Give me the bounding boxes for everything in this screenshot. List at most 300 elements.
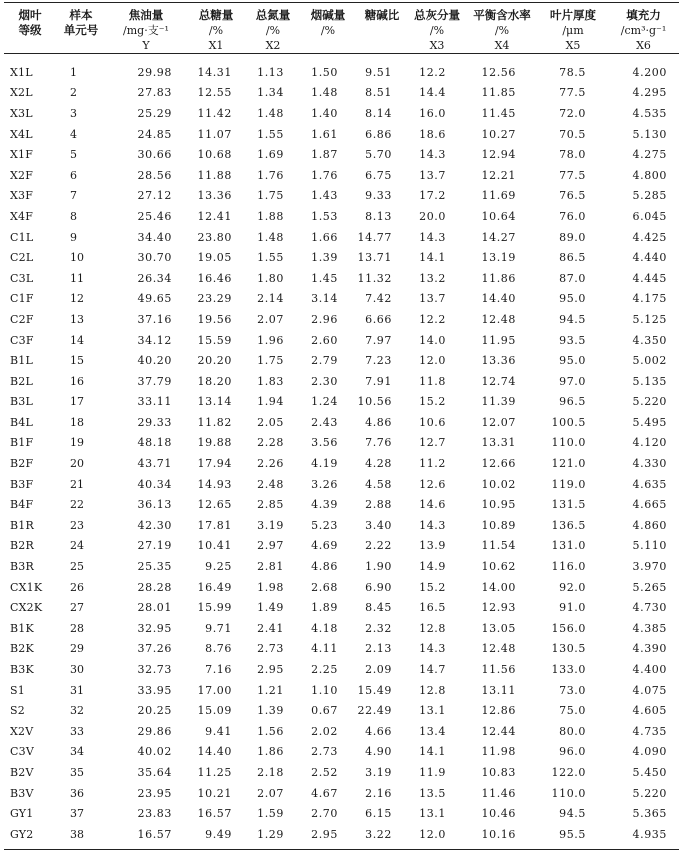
table-row	[4, 392, 679, 413]
cell-leaf-thickness: 95.0	[559, 354, 586, 368]
cell-grade: B3V	[10, 786, 34, 800]
cell-equilibrium-moisture: 12.21	[481, 168, 516, 182]
table-row	[4, 144, 679, 165]
cell-leaf-thickness: 110.0	[551, 786, 586, 800]
cell-tar: 33.11	[137, 395, 172, 409]
header-total-ash: 总灰分量 /% X3	[408, 3, 466, 54]
cell-total-ash: 14.3	[419, 518, 446, 532]
table-row	[4, 659, 679, 680]
cell-leaf-thickness: 131.0	[551, 539, 586, 553]
cell-nicotine: 1.66	[311, 230, 338, 244]
cell-leaf-thickness: 75.0	[559, 704, 586, 718]
table-row	[4, 597, 679, 618]
table-row	[4, 268, 679, 289]
cell-grade: B1F	[10, 436, 34, 450]
cell-leaf-thickness: 87.0	[559, 271, 586, 285]
cell-total-sugar: 9.71	[205, 621, 232, 635]
cell-filling-power: 5.285	[632, 189, 667, 203]
table-row	[4, 474, 679, 495]
cell-grade: C2F	[10, 312, 34, 326]
cell-grade: C1L	[10, 230, 34, 244]
cell-nicotine: 1.39	[311, 251, 338, 265]
cell-sugar-nicotine-ratio: 3.19	[365, 765, 392, 779]
cell-equilibrium-moisture: 10.95	[481, 498, 516, 512]
cell-sample-id: 32	[70, 704, 84, 718]
cell-tar: 25.29	[137, 106, 172, 120]
cell-nicotine: 1.24	[311, 395, 338, 409]
cell-equilibrium-moisture: 13.31	[481, 436, 516, 450]
cell-filling-power: 5.110	[632, 539, 667, 553]
cell-total-sugar: 14.93	[197, 477, 232, 491]
table-row	[4, 247, 679, 268]
cell-sample-id: 28	[70, 621, 84, 635]
cell-nicotine: 1.76	[311, 168, 338, 182]
cell-total-sugar: 16.49	[197, 580, 232, 594]
cell-total-sugar: 12.55	[197, 86, 232, 100]
cell-total-nitrogen: 2.28	[257, 436, 284, 450]
cell-total-nitrogen: 1.59	[257, 807, 284, 821]
cell-sample-id: 5	[70, 148, 77, 162]
cell-sugar-nicotine-ratio: 2.09	[365, 663, 392, 677]
cell-nicotine: 2.30	[311, 374, 338, 388]
cell-total-nitrogen: 1.21	[257, 683, 284, 697]
cell-sugar-nicotine-ratio: 7.23	[365, 354, 392, 368]
cell-nicotine: 1.43	[311, 189, 338, 203]
cell-total-sugar: 15.59	[197, 333, 232, 347]
cell-tar: 27.19	[137, 539, 172, 553]
cell-sample-id: 16	[70, 374, 84, 388]
cell-leaf-thickness: 91.0	[559, 601, 586, 615]
cell-tar: 24.85	[137, 127, 172, 141]
cell-total-sugar: 10.21	[197, 786, 232, 800]
cell-tar: 36.13	[137, 498, 172, 512]
cell-sugar-nicotine-ratio: 8.13	[365, 209, 392, 223]
cell-total-ash: 20.0	[419, 209, 446, 223]
cell-equilibrium-moisture: 11.56	[481, 663, 516, 677]
header-total-nitrogen: 总氮量 /% X2	[246, 3, 300, 54]
cell-leaf-thickness: 70.5	[559, 127, 586, 141]
cell-equilibrium-moisture: 10.62	[481, 560, 516, 574]
cell-nicotine: 1.40	[311, 106, 338, 120]
cell-total-ash: 12.6	[419, 477, 446, 491]
cell-total-ash: 14.3	[419, 230, 446, 244]
cell-grade: GY1	[10, 807, 34, 821]
table-row	[4, 783, 679, 804]
cell-total-nitrogen: 2.85	[257, 498, 284, 512]
cell-filling-power: 4.275	[632, 148, 667, 162]
cell-leaf-thickness: 73.0	[559, 683, 586, 697]
table-row	[4, 186, 679, 207]
cell-leaf-thickness: 95.5	[538, 824, 608, 849]
cell-grade: B2F	[10, 457, 34, 471]
cell-total-nitrogen: 3.19	[257, 518, 284, 532]
cell-leaf-thickness: 78.0	[559, 148, 586, 162]
cell-leaf-thickness: 86.5	[559, 251, 586, 265]
cell-leaf-thickness: 76.0	[559, 209, 586, 223]
cell-total-ash: 12.2	[419, 312, 446, 326]
cell-total-nitrogen: 1.48	[257, 230, 284, 244]
table-row	[4, 639, 679, 660]
cell-sugar-nicotine-ratio: 8.14	[365, 106, 392, 120]
cell-total-nitrogen: 2.14	[257, 292, 284, 306]
cell-sugar-nicotine-ratio: 9.51	[365, 65, 392, 79]
cell-equilibrium-moisture: 11.54	[481, 539, 516, 553]
cell-total-ash: 12.8	[419, 621, 446, 635]
table-row	[4, 803, 679, 824]
cell-tar: 33.95	[137, 683, 172, 697]
cell-total-nitrogen: 1.69	[257, 148, 284, 162]
cell-grade: X3L	[10, 106, 33, 120]
cell-total-ash: 15.2	[419, 395, 446, 409]
cell-grade: X2L	[10, 86, 33, 100]
cell-total-sugar: 14.31	[197, 65, 232, 79]
cell-total-sugar: 15.09	[197, 704, 232, 718]
cell-total-nitrogen: 1.56	[257, 724, 284, 738]
cell-filling-power: 5.265	[632, 580, 667, 594]
table-row	[4, 350, 679, 371]
cell-leaf-thickness: 100.5	[551, 415, 586, 429]
cell-leaf-thickness: 93.5	[559, 333, 586, 347]
cell-equilibrium-moisture: 11.46	[481, 786, 516, 800]
cell-grade: C3L	[10, 271, 34, 285]
cell-filling-power: 4.350	[632, 333, 667, 347]
cell-sugar-nicotine-ratio: 15.49	[357, 683, 392, 697]
cell-total-nitrogen: 2.97	[257, 539, 284, 553]
cell-tar: 40.02	[137, 745, 172, 759]
cell-sample-id: 2	[70, 86, 77, 100]
cell-total-nitrogen: 2.81	[257, 560, 284, 574]
cell-tar: 20.25	[137, 704, 172, 718]
cell-equilibrium-moisture: 12.07	[481, 415, 516, 429]
cell-filling-power: 4.075	[632, 683, 667, 697]
cell-leaf-thickness: 72.0	[559, 106, 586, 120]
cell-total-ash: 14.3	[419, 642, 446, 656]
cell-total-sugar: 9.41	[205, 724, 232, 738]
cell-filling-power: 5.135	[632, 374, 667, 388]
table-row	[4, 54, 679, 83]
cell-grade: X4F	[10, 209, 34, 223]
cell-leaf-thickness: 121.0	[551, 457, 586, 471]
cell-equilibrium-moisture: 13.19	[481, 251, 516, 265]
cell-leaf-thickness: 130.5	[551, 642, 586, 656]
table-header	[4, 3, 679, 54]
cell-equilibrium-moisture: 12.48	[481, 642, 516, 656]
cell-equilibrium-moisture: 14.40	[481, 292, 516, 306]
cell-total-nitrogen: 1.96	[257, 333, 284, 347]
table-row	[4, 330, 679, 351]
cell-sugar-nicotine-ratio: 2.13	[365, 642, 392, 656]
cell-grade: B4L	[10, 415, 33, 429]
cell-equilibrium-moisture: 12.74	[481, 374, 516, 388]
cell-grade: B2K	[10, 642, 34, 656]
cell-sample-id: 7	[70, 189, 77, 203]
cell-grade: B2R	[10, 539, 34, 553]
cell-leaf-thickness: 116.0	[551, 560, 586, 574]
cell-tar: 37.79	[137, 374, 172, 388]
cell-nicotine: 1.61	[311, 127, 338, 141]
cell-sugar-nicotine-ratio: 7.97	[365, 333, 392, 347]
cell-leaf-thickness: 96.5	[559, 395, 586, 409]
cell-total-ash: 12.8	[419, 683, 446, 697]
cell-total-nitrogen: 1.29	[246, 824, 300, 849]
data-table	[4, 2, 679, 850]
table-row	[4, 577, 679, 598]
cell-tar: 27.83	[137, 86, 172, 100]
cell-total-nitrogen: 2.07	[257, 786, 284, 800]
cell-sugar-nicotine-ratio: 4.86	[365, 415, 392, 429]
cell-filling-power: 4.665	[632, 498, 667, 512]
cell-total-nitrogen: 1.55	[257, 251, 284, 265]
table-row	[4, 371, 679, 392]
cell-grade: X2V	[10, 724, 34, 738]
cell-sample-id: 10	[70, 251, 84, 265]
cell-equilibrium-moisture: 12.44	[481, 724, 516, 738]
cell-total-nitrogen: 2.07	[257, 312, 284, 326]
table-row	[4, 289, 679, 310]
cell-total-sugar: 11.82	[197, 415, 232, 429]
cell-sample-id: 34	[70, 745, 84, 759]
table-row	[4, 515, 679, 536]
cell-tar: 32.95	[137, 621, 172, 635]
cell-total-ash: 12.0	[419, 354, 446, 368]
cell-grade: B1K	[10, 621, 34, 635]
cell-total-sugar: 14.40	[197, 745, 232, 759]
table-row	[4, 618, 679, 639]
cell-nicotine: 1.53	[311, 209, 338, 223]
cell-total-ash: 11.8	[419, 374, 446, 388]
cell-total-ash: 13.1	[419, 704, 446, 718]
cell-total-nitrogen: 1.49	[257, 601, 284, 615]
table-row	[4, 124, 679, 145]
cell-total-nitrogen: 1.86	[257, 745, 284, 759]
cell-total-ash: 13.4	[419, 724, 446, 738]
cell-total-sugar: 23.80	[197, 230, 232, 244]
cell-total-ash: 13.5	[419, 786, 446, 800]
cell-sample-id: 11	[70, 271, 84, 285]
cell-nicotine: 2.43	[311, 415, 338, 429]
cell-tar: 37.16	[137, 312, 172, 326]
cell-total-ash: 14.9	[419, 560, 446, 574]
cell-leaf-thickness: 77.5	[559, 168, 586, 182]
cell-tar: 23.83	[137, 807, 172, 821]
cell-sugar-nicotine-ratio: 4.28	[365, 457, 392, 471]
cell-sugar-nicotine-ratio: 6.90	[365, 580, 392, 594]
table-row	[4, 680, 679, 701]
table-row	[4, 103, 679, 124]
cell-total-sugar: 10.68	[197, 148, 232, 162]
cell-sample-id: 27	[70, 601, 84, 615]
cell-tar: 29.98	[137, 65, 172, 79]
cell-total-ash: 12.2	[419, 65, 446, 79]
cell-total-ash: 14.7	[419, 663, 446, 677]
cell-grade: GY2	[4, 824, 56, 849]
cell-sample-id: 4	[70, 127, 77, 141]
cell-tar: 34.40	[137, 230, 172, 244]
cell-grade: B1R	[10, 518, 34, 532]
cell-filling-power: 4.935	[608, 824, 679, 849]
cell-sample-id: 30	[70, 663, 84, 677]
cell-filling-power: 4.385	[632, 621, 667, 635]
cell-grade: B2V	[10, 765, 34, 779]
cell-equilibrium-moisture: 10.27	[481, 127, 516, 141]
cell-sample-id: 21	[70, 477, 84, 491]
cell-sample-id: 26	[70, 580, 84, 594]
cell-equilibrium-moisture: 13.36	[481, 354, 516, 368]
cell-sugar-nicotine-ratio: 14.77	[357, 230, 392, 244]
cell-equilibrium-moisture: 10.16	[466, 824, 538, 849]
cell-nicotine: 2.73	[311, 745, 338, 759]
cell-total-nitrogen: 2.95	[257, 663, 284, 677]
cell-sample-id: 19	[70, 436, 84, 450]
cell-grade: S2	[10, 704, 25, 718]
cell-total-ash: 12.7	[419, 436, 446, 450]
cell-sugar-nicotine-ratio: 10.56	[357, 395, 392, 409]
cell-filling-power: 4.425	[632, 230, 667, 244]
cell-total-sugar: 23.29	[197, 292, 232, 306]
cell-equilibrium-moisture: 12.48	[481, 312, 516, 326]
cell-filling-power: 4.800	[632, 168, 667, 182]
cell-total-sugar: 19.88	[197, 436, 232, 450]
cell-total-sugar: 16.57	[197, 807, 232, 821]
cell-total-sugar: 13.14	[197, 395, 232, 409]
cell-tar: 29.86	[137, 724, 172, 738]
cell-sample-id: 3	[70, 106, 77, 120]
cell-nicotine: 3.56	[311, 436, 338, 450]
cell-grade: X2F	[10, 168, 34, 182]
cell-tar: 25.35	[137, 560, 172, 574]
cell-nicotine: 2.02	[311, 724, 338, 738]
cell-sample-id: 29	[70, 642, 84, 656]
cell-leaf-thickness: 92.0	[559, 580, 586, 594]
cell-total-nitrogen: 2.41	[257, 621, 284, 635]
cell-tar: 28.28	[137, 580, 172, 594]
cell-equilibrium-moisture: 13.05	[481, 621, 516, 635]
cell-leaf-thickness: 95.0	[559, 292, 586, 306]
cell-total-sugar: 9.25	[205, 560, 232, 574]
cell-total-ash: 13.1	[419, 807, 446, 821]
cell-equilibrium-moisture: 13.11	[481, 683, 516, 697]
cell-total-ash: 15.2	[419, 580, 446, 594]
cell-grade: C2L	[10, 251, 34, 265]
cell-grade: B3L	[10, 395, 33, 409]
table-row	[4, 453, 679, 474]
table-row	[4, 762, 679, 783]
table-row	[4, 206, 679, 227]
cell-total-sugar: 16.46	[197, 271, 232, 285]
cell-total-sugar: 18.20	[197, 374, 232, 388]
cell-nicotine: 1.48	[311, 86, 338, 100]
cell-filling-power: 4.860	[632, 518, 667, 532]
cell-filling-power: 4.400	[632, 663, 667, 677]
cell-sugar-nicotine-ratio: 9.33	[365, 189, 392, 203]
table-row	[4, 227, 679, 248]
cell-filling-power: 5.450	[632, 765, 667, 779]
cell-nicotine: 1.87	[311, 148, 338, 162]
cell-filling-power: 4.440	[632, 251, 667, 265]
cell-total-ash: 14.1	[419, 251, 446, 265]
cell-nicotine: 4.69	[311, 539, 338, 553]
cell-sugar-nicotine-ratio: 8.45	[365, 601, 392, 615]
cell-total-nitrogen: 2.48	[257, 477, 284, 491]
cell-tar: 23.95	[137, 786, 172, 800]
table-row	[4, 700, 679, 721]
cell-sample-id: 20	[70, 457, 84, 471]
cell-sugar-nicotine-ratio: 2.16	[365, 786, 392, 800]
cell-total-ash: 17.2	[419, 189, 446, 203]
cell-nicotine: 2.70	[311, 807, 338, 821]
cell-tar: 26.34	[137, 271, 172, 285]
cell-leaf-thickness: 89.0	[559, 230, 586, 244]
cell-sample-id: 23	[70, 518, 84, 532]
cell-filling-power: 4.730	[632, 601, 667, 615]
cell-sugar-nicotine-ratio: 6.75	[365, 168, 392, 182]
cell-total-sugar: 15.99	[197, 601, 232, 615]
cell-sample-id: 8	[70, 209, 77, 223]
cell-nicotine: 1.89	[311, 601, 338, 615]
cell-total-nitrogen: 1.55	[257, 127, 284, 141]
cell-sugar-nicotine-ratio: 6.86	[365, 127, 392, 141]
cell-sugar-nicotine-ratio: 2.22	[365, 539, 392, 553]
cell-filling-power: 4.175	[632, 292, 667, 306]
cell-total-sugar: 10.41	[197, 539, 232, 553]
cell-total-sugar: 17.00	[197, 683, 232, 697]
cell-sample-id: 31	[70, 683, 84, 697]
cell-tar: 37.26	[137, 642, 172, 656]
cell-tar: 25.46	[137, 209, 172, 223]
cell-filling-power: 4.295	[632, 86, 667, 100]
table-row	[4, 556, 679, 577]
cell-nicotine: 0.67	[311, 704, 338, 718]
cell-nicotine: 2.79	[311, 354, 338, 368]
cell-grade: X1L	[10, 65, 33, 79]
cell-equilibrium-moisture: 10.89	[481, 518, 516, 532]
table-row	[4, 721, 679, 742]
cell-equilibrium-moisture: 11.39	[481, 395, 516, 409]
cell-nicotine: 1.10	[311, 683, 338, 697]
cell-sample-id: 22	[70, 498, 84, 512]
cell-sample-id: 12	[70, 292, 84, 306]
cell-total-sugar: 12.41	[197, 209, 232, 223]
cell-total-ash: 13.7	[419, 168, 446, 182]
cell-total-nitrogen: 2.73	[257, 642, 284, 656]
header-grade: 烟叶 等级	[4, 3, 56, 54]
header-sample-id: 样本 单元号	[56, 3, 106, 54]
cell-equilibrium-moisture: 10.83	[481, 765, 516, 779]
cell-equilibrium-moisture: 14.00	[481, 580, 516, 594]
cell-tar: 29.33	[137, 415, 172, 429]
cell-nicotine: 4.11	[311, 642, 338, 656]
cell-filling-power: 5.220	[632, 786, 667, 800]
cell-leaf-thickness: 131.5	[551, 498, 586, 512]
cell-filling-power: 5.495	[632, 415, 667, 429]
cell-total-nitrogen: 1.39	[257, 704, 284, 718]
cell-equilibrium-moisture: 11.95	[481, 333, 516, 347]
header-filling-power: 填充力 /cm³·g⁻¹ X6	[608, 3, 679, 54]
cell-tar: 28.56	[137, 168, 172, 182]
cell-equilibrium-moisture: 11.45	[481, 106, 516, 120]
cell-equilibrium-moisture: 11.69	[481, 189, 516, 203]
cell-filling-power: 4.445	[632, 271, 667, 285]
cell-total-ash: 18.6	[419, 127, 446, 141]
cell-sample-id: 38	[56, 824, 106, 849]
cell-equilibrium-moisture: 12.93	[481, 601, 516, 615]
cell-tar: 30.66	[137, 148, 172, 162]
cell-total-ash: 12.0	[408, 824, 466, 849]
cell-sugar-nicotine-ratio: 6.15	[365, 807, 392, 821]
cell-filling-power: 4.735	[632, 724, 667, 738]
table-row	[4, 83, 679, 104]
header-equilibrium-moisture: 平衡含水率 /% X4	[466, 3, 538, 54]
